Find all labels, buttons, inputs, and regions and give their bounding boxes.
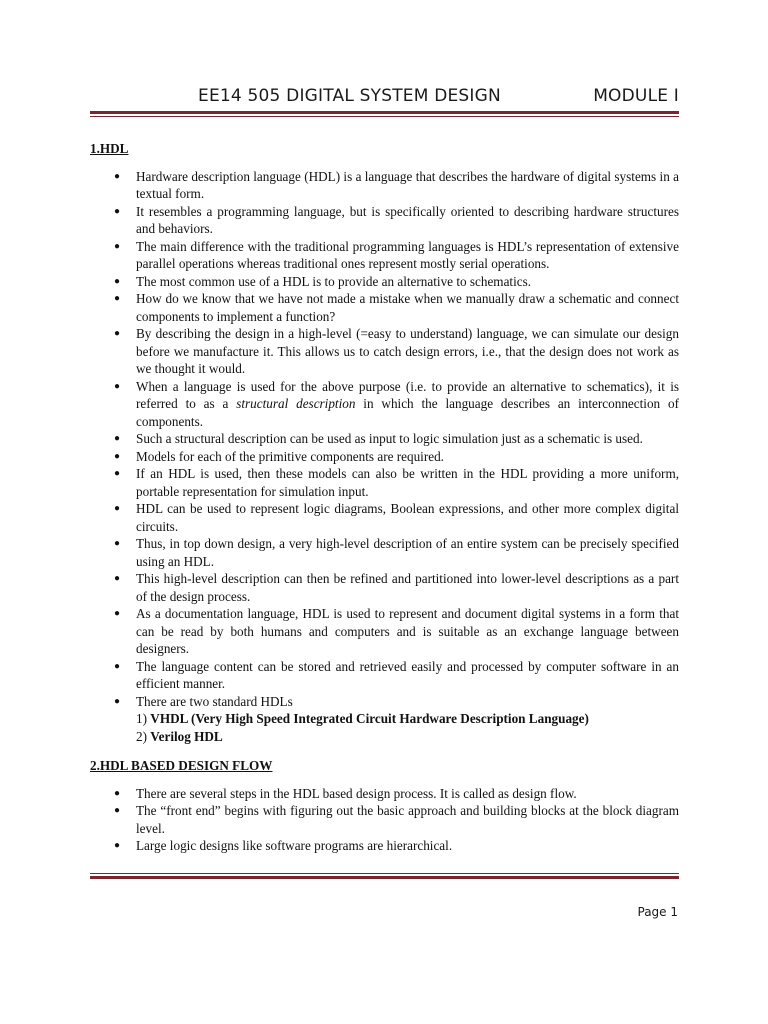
page-header — [90, 86, 679, 110]
hdl-bullet-list — [90, 168, 679, 711]
list-item-structural: ● When a language is used for the above purpose (i.e. to provide an alternative to schematics), it is referred to as a structural description in which the language describes an interconnection of components. — [114, 378, 679, 429]
list-item: ● The most common use of a HDL is to provide an alternative to schematics. — [114, 273, 532, 289]
list-item: ● By describing the design in a high-level (=easy to understand) language, we can simulate our design before we manufacture it. This allows us to catch design errors, i.e., that the design does not work as we thought it would. — [114, 326, 679, 376]
page-content — [90, 140, 679, 855]
list-item: ● There are several steps in the HDL based design process. It is called as design flow. — [114, 785, 577, 801]
list-item: ● How do we know that we have not made a mistake when we manually draw a schematic and connect components to implement a function? — [114, 291, 679, 324]
hdl-standard-1: 1) VHDL (Very High Speed Integrated Circuit Hardware Description Language) — [136, 711, 589, 726]
list-item: ● HDL can be used to represent logic diagrams, Boolean expressions, and other more complex digital circuits. — [114, 501, 679, 534]
list-item: ● The language content can be stored and retrieved easily and processed by computer software in an efficient manner. — [114, 658, 679, 691]
list-item: ● This high-level description can then be refined and partitioned into lower-level descriptions as a part of the design process. — [114, 571, 679, 604]
list-item: ● Models for each of the primitive components are required. — [114, 448, 444, 464]
list-item: ● Such a structural description can be used as input to logic simulation just as a schematic is used. — [114, 431, 643, 446]
header-rule-thin — [90, 116, 679, 117]
header-rule-thick — [90, 111, 679, 114]
list-item: ● The main difference with the traditional programming languages is HDL’s representation of extensive parallel operations whereas traditional ones represent mostly serial operations. — [114, 238, 679, 271]
design-flow-bullet-list — [90, 785, 679, 855]
list-item: ● There are two standard HDLs — [114, 693, 293, 709]
list-item: ● The “front end” begins with figuring out the basic approach and building blocks at the block diagram level. — [114, 803, 679, 836]
list-item: ● As a documentation language, HDL is used to represent and document digital systems in a form that can be read by both humans and computers and is suitable as an exchange language between designers. — [114, 606, 679, 656]
list-item: ● If an HDL is used, then these models can also be written in the HDL providing a more uniform, portable representation for simulation input. — [114, 466, 679, 499]
section-title-design-flow: 2.HDL BASED DESIGN FLOW — [90, 758, 273, 773]
footer-rule-thin — [90, 873, 679, 874]
module-label: MODULE I — [593, 86, 679, 106]
course-title: EE14 505 DIGITAL SYSTEM DESIGN — [198, 86, 501, 106]
hdl-standard-2: 2) Verilog HDL — [136, 728, 223, 744]
list-item: ● Large logic designs like software programs are hierarchical. — [114, 838, 453, 853]
list-item: ● Hardware description language (HDL) is a language that describes the hardware of digital systems in a textual form. — [114, 168, 679, 201]
structural-description-term: structural description — [236, 396, 356, 411]
footer-rule-thick — [90, 876, 679, 879]
page-number: Page 1 — [637, 905, 678, 919]
list-item: ● Thus, in top down design, a very high-level description of an entire system can be precisely specified using an HDL. — [114, 536, 679, 569]
section-title-hdl: 1.HDL — [90, 141, 129, 156]
list-item: ● It resembles a programming language, but is specifically oriented to describing hardware structures and behaviors. — [114, 203, 679, 236]
